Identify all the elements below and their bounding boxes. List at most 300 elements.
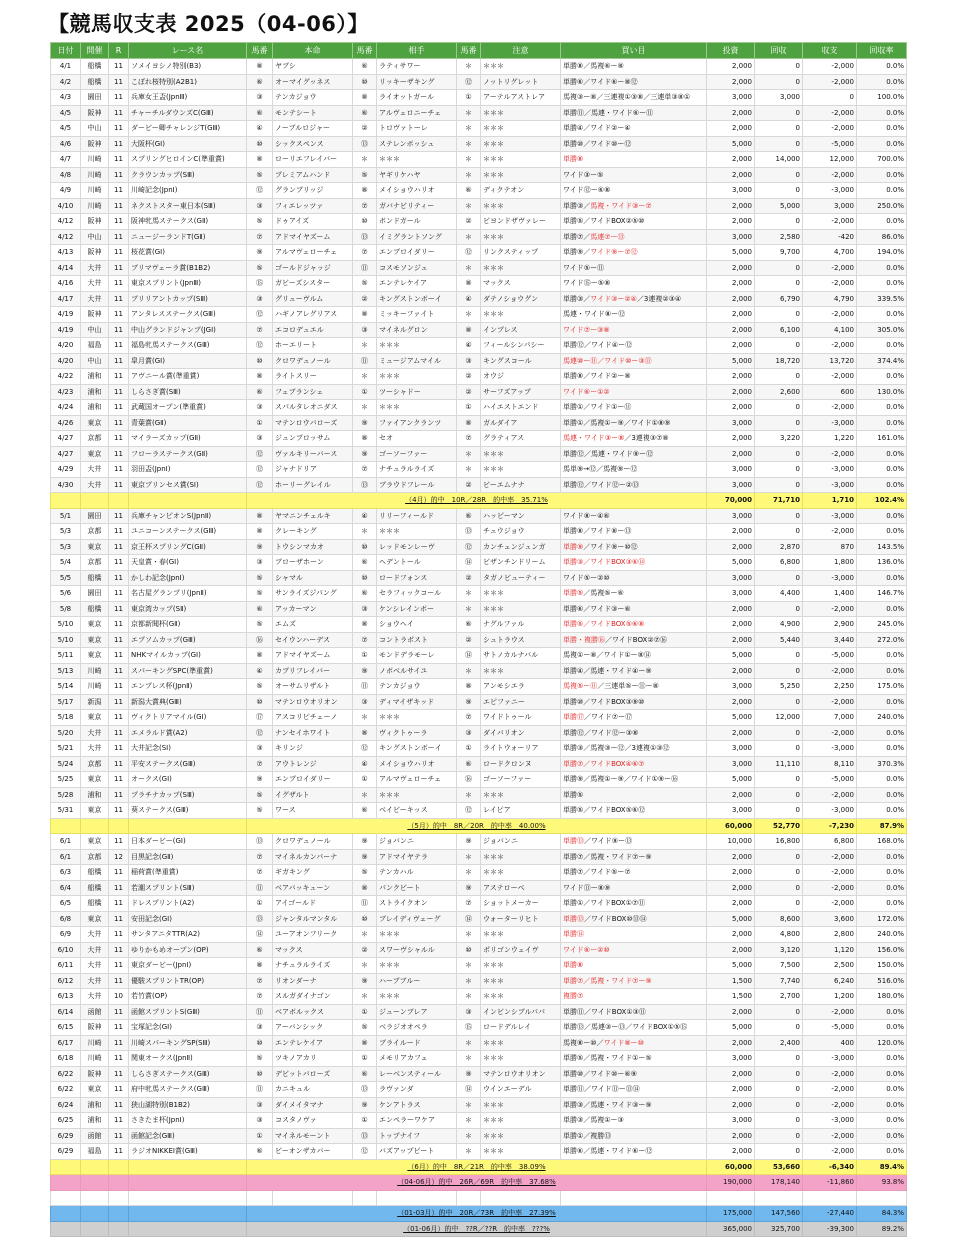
cell-investment: 3,000	[707, 803, 755, 819]
cell-bets: 単勝①／ワイドBOX①⑦⑪	[561, 896, 707, 912]
cell-return-rate: 0.0%	[857, 570, 907, 586]
table-row	[51, 880, 907, 896]
cell-caution-num: ＊	[457, 136, 481, 152]
cell-rival: リッキーザキング	[377, 74, 457, 90]
cell-investment: 2,000	[707, 121, 755, 137]
cell-return: 5,440	[755, 632, 803, 648]
cell-venue: 浦和	[81, 400, 109, 416]
cell-rival-num: ＊	[353, 369, 377, 385]
cell-favorite-num: ⑧	[247, 59, 273, 75]
cell-rival-num: ⑥	[353, 803, 377, 819]
monthly-subtotal-row	[51, 818, 907, 834]
cell-favorite-num: ⑧	[247, 648, 273, 664]
cell-rival-num: ③	[353, 694, 377, 710]
table-row	[51, 59, 907, 75]
cell-caution-num: ⑧	[457, 276, 481, 292]
cell-return-rate: 0.0%	[857, 694, 907, 710]
cell-return: 0	[755, 1113, 803, 1129]
betting-ledger-table	[50, 42, 907, 1237]
cell-date: 6/17	[51, 1035, 81, 1051]
cell-caution: インプレス	[481, 322, 561, 338]
cell-venue: 東京	[81, 539, 109, 555]
cell-favorite-num: ⑥	[247, 601, 273, 617]
cell-bets	[561, 617, 707, 633]
cell-race-name: 皐月賞(GⅠ)	[129, 353, 247, 369]
table-row	[51, 663, 907, 679]
cell-caution-num: ⑧	[457, 679, 481, 695]
cell-race-no: 10	[109, 989, 129, 1005]
cell-favorite: エコロデュエル	[273, 322, 353, 338]
cell-race-no: 11	[109, 245, 129, 261]
cell-rival: ＊＊＊	[377, 958, 457, 974]
cell-race-name: 葵ステークス(GⅢ)	[129, 803, 247, 819]
cell-rival-num: ⑬	[353, 136, 377, 152]
cell-rival: アルマヴェローチェ	[377, 772, 457, 788]
cell-race-no: 11	[109, 834, 129, 850]
cell-bets: 単勝⑤／ワイドBOX⑤⑥⑫	[561, 803, 707, 819]
cell-rival-num: ②	[353, 942, 377, 958]
cell-rival: ゴーソーファー	[377, 446, 457, 462]
cell-venue: 中山	[81, 322, 109, 338]
table-row	[51, 260, 907, 276]
cell-investment: 2,000	[707, 338, 755, 354]
cell-favorite-num: ⑩	[247, 1035, 273, 1051]
cell-return: 0	[755, 260, 803, 276]
empty-cell	[273, 1190, 353, 1206]
cell-race-no: 11	[109, 648, 129, 664]
cell-race-no: 11	[109, 1004, 129, 1020]
cell-caution-num: ⑫	[457, 245, 481, 261]
cell-profit: 6,800	[803, 834, 857, 850]
cell-race-no: 11	[109, 136, 129, 152]
cell-return: 0	[755, 849, 803, 865]
cell-investment: 2,000	[707, 1082, 755, 1098]
cell-bets: ワイド⑤ー②⑩	[561, 570, 707, 586]
cell-favorite-num: ⑰	[247, 710, 273, 726]
cell-return: 0	[755, 183, 803, 199]
cell-caution-num: ⑥	[457, 183, 481, 199]
cell-caution: ＊＊＊	[481, 663, 561, 679]
cell-race-no: 11	[109, 384, 129, 400]
cell-favorite-num: ③	[247, 1097, 273, 1113]
cell-investment: 2,000	[707, 1144, 755, 1160]
cell-race-name: NHKマイルカップ(GⅠ)	[129, 648, 247, 664]
table-row	[51, 834, 907, 850]
summary-profit: 1,710	[803, 493, 857, 509]
cell-caution-num: ＊	[457, 927, 481, 943]
cell-rival: セオ	[377, 431, 457, 447]
table-row	[51, 601, 907, 617]
cell-favorite: エムズ	[273, 617, 353, 633]
cell-return-rate: 0.0%	[857, 369, 907, 385]
cell-caution: オウジ	[481, 369, 561, 385]
cell-venue: 大井	[81, 477, 109, 493]
cell-race-no: 11	[109, 105, 129, 121]
cell-investment: 2,000	[707, 214, 755, 230]
cell-rival: ＊＊＊	[377, 152, 457, 168]
cell-rival: セラフィックコール	[377, 586, 457, 602]
cell-rival-num: ⑥	[353, 586, 377, 602]
cell-return-rate: 0.0%	[857, 1097, 907, 1113]
cell-race-no: 11	[109, 865, 129, 881]
table-row	[51, 989, 907, 1005]
cell-race-no: 11	[109, 539, 129, 555]
cell-caution-num: ⑦	[457, 431, 481, 447]
cell-date: 5/24	[51, 756, 81, 772]
cell-caution: ＊＊＊	[481, 136, 561, 152]
cell-favorite: シャマル	[273, 570, 353, 586]
cell-venue: 阪神	[81, 1066, 109, 1082]
cell-bets: 馬複⑤ー⑪／三連単⑤ー⑪ー⑧	[561, 679, 707, 695]
cell-caution: ＊＊＊	[481, 462, 561, 478]
cell-caution: ＊＊＊	[481, 586, 561, 602]
cell-profit: 2,900	[803, 617, 857, 633]
cell-bets: 単勝⑬／ワイドBOX⑩⑬⑭	[561, 911, 707, 927]
cell-return: 0	[755, 725, 803, 741]
cell-venue: 園田	[81, 586, 109, 602]
cell-date: 5/28	[51, 787, 81, 803]
cell-caution: ＊＊＊	[481, 1097, 561, 1113]
cell-favorite-num: ⑬	[247, 911, 273, 927]
cell-race-no: 11	[109, 276, 129, 292]
cell-rival-num: ⑬	[353, 229, 377, 245]
cell-rival: メイショウハリオ	[377, 183, 457, 199]
cell-favorite-num: ⑤	[247, 803, 273, 819]
cell-race-name: スプリングヒロインC(準重賞)	[129, 152, 247, 168]
cell-return: 0	[755, 648, 803, 664]
cell-caution-num: ⑫	[457, 74, 481, 90]
cell-bets: ワイド③ー⑤	[561, 167, 707, 183]
cell-rival-num: ⑬	[353, 477, 377, 493]
cell-return: 0	[755, 446, 803, 462]
cell-return: 0	[755, 1097, 803, 1113]
table-row	[51, 942, 907, 958]
cell-bets: 単勝③／馬連・ワイド③ー⑨	[561, 1097, 707, 1113]
cell-favorite-num: ③	[247, 198, 273, 214]
cell-bets: ワイド⑫ー⑥⑧	[561, 183, 707, 199]
cell-caution: ロードクロンヌ	[481, 756, 561, 772]
cell-bets: 単勝⑫／ワイド④ー⑫	[561, 338, 707, 354]
empty-cell	[129, 1206, 247, 1222]
cell-bets: 単勝⑨／ワイド⑨ー⑩⑫	[561, 539, 707, 555]
cell-date: 4/1	[51, 59, 81, 75]
winning-bet: ワイド⑧ー⑩	[603, 1038, 644, 1047]
cell-caution: ＊＊＊	[481, 152, 561, 168]
summary-profit: -7,230	[803, 818, 857, 834]
cell-favorite-num: ⑧	[247, 958, 273, 974]
cell-caution-num: ②	[457, 369, 481, 385]
cell-caution-num: ⑯	[457, 772, 481, 788]
cell-race-no: 11	[109, 725, 129, 741]
cell-return-rate: 0.0%	[857, 462, 907, 478]
cell-favorite: プレミアムハンド	[273, 167, 353, 183]
cell-favorite: ヤマニンチェルキ	[273, 508, 353, 524]
table-row	[51, 121, 907, 137]
cell-rival: メモリアカフェ	[377, 1051, 457, 1067]
cell-venue: 船橋	[81, 880, 109, 896]
cell-investment: 2,000	[707, 1097, 755, 1113]
cell-investment: 5,000	[707, 555, 755, 571]
cell-race-no: 11	[109, 353, 129, 369]
cell-date: 6/3	[51, 865, 81, 881]
cell-venue: 大井	[81, 958, 109, 974]
cell-profit: -2,000	[803, 1144, 857, 1160]
summary-return-rate: 102.4%	[857, 493, 907, 509]
cell-favorite-num: ⑤	[247, 787, 273, 803]
summary-label: （01-03月）的中 20R／73R 的中率 27.39%	[247, 1206, 707, 1222]
winning-bet: 単勝⑧	[563, 961, 584, 970]
cell-caution-num: ＊	[457, 105, 481, 121]
cell-return: 0	[755, 1051, 803, 1067]
previous-quarter-summary-row	[51, 1206, 907, 1222]
cell-race-name: プラチナカップ(SⅢ)	[129, 787, 247, 803]
cell-rival: ＊＊＊	[377, 524, 457, 540]
cell-investment: 3,000	[707, 508, 755, 524]
cell-profit: -2,000	[803, 369, 857, 385]
cell-caution-num: ＊	[457, 1144, 481, 1160]
empty-cell	[803, 1190, 857, 1206]
table-row	[51, 632, 907, 648]
cell-race-name: 名古屋グランプリ(JpnⅡ)	[129, 586, 247, 602]
cell-favorite: ノーブルロジャー	[273, 121, 353, 137]
cell-bets: 単勝⑫／ワイド⑫ー③⑧	[561, 725, 707, 741]
cell-date: 4/12	[51, 229, 81, 245]
cell-bets	[561, 353, 707, 369]
cell-profit: -2,000	[803, 849, 857, 865]
cell-return: 7,500	[755, 958, 803, 974]
cell-return-rate: 0.0%	[857, 260, 907, 276]
cell-favorite-num: ⑩	[247, 353, 273, 369]
cell-favorite: アドマイヤズーム	[273, 648, 353, 664]
cell-venue: 大井	[81, 725, 109, 741]
cell-bets: 単勝①／複勝⑬	[561, 1128, 707, 1144]
cell-return: 6,790	[755, 291, 803, 307]
cell-rival: ＊＊＊	[377, 787, 457, 803]
cell-investment: 2,000	[707, 617, 755, 633]
cell-date: 4/19	[51, 322, 81, 338]
cell-return: 12,000	[755, 710, 803, 726]
cell-caution: ＊＊＊	[481, 307, 561, 323]
cell-rival: ブレイディヴェーグ	[377, 911, 457, 927]
cell-profit: -2,000	[803, 601, 857, 617]
cell-caution-num: ＊	[457, 462, 481, 478]
cell-profit: -2,000	[803, 121, 857, 137]
cell-favorite: ワース	[273, 803, 353, 819]
cell-date: 4/5	[51, 121, 81, 137]
cell-investment: 3,000	[707, 229, 755, 245]
cell-profit: -2,000	[803, 896, 857, 912]
cell-return-rate: 0.0%	[857, 1066, 907, 1082]
cell-rival: トップナイフ	[377, 1128, 457, 1144]
cell-caution-num: ＊	[457, 865, 481, 881]
cell-rival-num: ＊	[353, 787, 377, 803]
cell-caution: ＊＊＊	[481, 1051, 561, 1067]
cell-bets: 馬単⑨→⑫／馬複⑨ー⑫	[561, 462, 707, 478]
cell-date: 6/29	[51, 1128, 81, 1144]
cell-bets: 馬複①ー⑧／ワイド①ー⑧⑭	[561, 648, 707, 664]
cell-investment: 5,000	[707, 136, 755, 152]
cell-date: 5/10	[51, 617, 81, 633]
cell-venue: 園田	[81, 90, 109, 106]
cell-venue: 川崎	[81, 679, 109, 695]
cell-bets: 馬複⑧ー⑩／ワイド⑧ー⑩	[561, 1035, 707, 1051]
winning-bet: ワイド⑥ー②⑩	[563, 945, 610, 954]
table-row	[51, 927, 907, 943]
cell-investment: 3,000	[707, 679, 755, 695]
cell-bets: 単勝⑤／ワイドBOX②⑤⑩	[561, 214, 707, 230]
cell-caution-num: ④	[457, 338, 481, 354]
cell-investment: 5,000	[707, 710, 755, 726]
cell-date: 5/10	[51, 632, 81, 648]
cell-rival: エンペラーワケア	[377, 1113, 457, 1129]
cell-favorite-num: ③	[247, 1113, 273, 1129]
cell-bets: 単勝⑤／馬複⑤ー⑥	[561, 586, 707, 602]
column-header-return: 回収	[755, 43, 803, 59]
cell-profit: 2,800	[803, 927, 857, 943]
cell-date: 4/29	[51, 462, 81, 478]
cell-investment: 2,000	[707, 291, 755, 307]
cell-venue: 船橋	[81, 896, 109, 912]
quarter-summary-row	[51, 1175, 907, 1191]
cell-rival-num: ①	[353, 384, 377, 400]
cell-venue: 阪神	[81, 136, 109, 152]
table-row	[51, 1144, 907, 1160]
table-row	[51, 679, 907, 695]
cell-venue: 東京	[81, 415, 109, 431]
cell-return: 2,580	[755, 229, 803, 245]
cell-investment: 3,000	[707, 462, 755, 478]
cell-favorite: モンテシート	[273, 105, 353, 121]
cell-race-name: 川崎スパーキングSP(SⅢ)	[129, 1035, 247, 1051]
cell-favorite: キリンジ	[273, 741, 353, 757]
cell-favorite-num: ④	[247, 121, 273, 137]
cell-caution-num: ②	[457, 570, 481, 586]
cell-investment: 5,000	[707, 353, 755, 369]
cell-venue: 京都	[81, 524, 109, 540]
cell-favorite: ジュンブロッサム	[273, 431, 353, 447]
cell-profit: -2,000	[803, 74, 857, 90]
cell-caution-num: ⑥	[457, 756, 481, 772]
summary-return-rate: 89.4%	[857, 1159, 907, 1175]
table-row	[51, 276, 907, 292]
empty-cell	[81, 1221, 109, 1237]
cell-date: 5/13	[51, 663, 81, 679]
cell-return-rate: 240.0%	[857, 710, 907, 726]
cell-venue: 川崎	[81, 198, 109, 214]
cell-favorite: アッカーマン	[273, 601, 353, 617]
cell-bets	[561, 322, 707, 338]
cell-favorite: ドゥアイズ	[273, 214, 353, 230]
cell-race-no: 11	[109, 601, 129, 617]
cell-race-name: 稲荷賞(準重賞)	[129, 865, 247, 881]
cell-rival: メイショウハリオ	[377, 756, 457, 772]
cell-rival: コントラポスト	[377, 632, 457, 648]
cell-rival-num: ＊	[353, 524, 377, 540]
cell-date: 5/18	[51, 710, 81, 726]
cell-bets	[561, 756, 707, 772]
cell-date: 6/14	[51, 1004, 81, 1020]
cell-rival: コスモソンジュ	[377, 260, 457, 276]
cell-rival: ノボベルサイユ	[377, 663, 457, 679]
summary-label: （5月）的中 8R／20R 的中率 40.00%	[247, 818, 707, 834]
cell-venue: 東京	[81, 772, 109, 788]
cell-caution-num: ⑩	[457, 942, 481, 958]
cell-date: 6/4	[51, 880, 81, 896]
cell-race-no: 11	[109, 322, 129, 338]
cell-return-rate: 305.0%	[857, 322, 907, 338]
cell-race-no: 11	[109, 307, 129, 323]
cell-favorite-num: ①	[247, 896, 273, 912]
cell-date: 4/30	[51, 477, 81, 493]
cell-date: 6/8	[51, 911, 81, 927]
cell-return: 4,400	[755, 586, 803, 602]
cell-investment: 3,000	[707, 756, 755, 772]
cell-return-rate: 0.0%	[857, 648, 907, 664]
cell-bets: ワイド⑧ー④⑥	[561, 508, 707, 524]
cell-favorite: マテンロウバローズ	[273, 415, 353, 431]
cell-profit: -2,000	[803, 1082, 857, 1098]
cell-favorite-num: ⑦	[247, 756, 273, 772]
cell-return: 3,000	[755, 90, 803, 106]
cell-rival-num: ＊	[353, 989, 377, 1005]
cell-return-rate: 130.0%	[857, 384, 907, 400]
cell-race-name: ソメイヨシノ特別(B3)	[129, 59, 247, 75]
table-row	[51, 1020, 907, 1036]
cell-rival: ケンシレインボー	[377, 601, 457, 617]
cell-bets	[561, 384, 707, 400]
cell-race-name: アヴニール賞(準重賞)	[129, 369, 247, 385]
cell-rival: ブライルード	[377, 1035, 457, 1051]
cell-investment: 2,000	[707, 880, 755, 896]
cell-rival-num: ⑧	[353, 880, 377, 896]
cell-caution: エピファニー	[481, 694, 561, 710]
cell-favorite-num: ⑥	[247, 1144, 273, 1160]
cell-caution: アーテルアストレア	[481, 90, 561, 106]
table-row	[51, 136, 907, 152]
cell-favorite: アウトレンジ	[273, 756, 353, 772]
table-row	[51, 1004, 907, 1020]
cell-profit: -2,000	[803, 787, 857, 803]
cell-investment: 2,000	[707, 896, 755, 912]
table-row	[51, 772, 907, 788]
cell-investment: 3,000	[707, 90, 755, 106]
cell-venue: 東京	[81, 446, 109, 462]
cell-return: 0	[755, 570, 803, 586]
cell-caution: ＊＊＊	[481, 229, 561, 245]
cell-rival: ファイアンクランツ	[377, 415, 457, 431]
cell-rival: ガバナビリティー	[377, 198, 457, 214]
cell-return-rate: 0.0%	[857, 1020, 907, 1036]
half-year-summary-row	[51, 1221, 907, 1237]
cell-race-name: ニュージーランドT(GⅡ)	[129, 229, 247, 245]
cell-favorite: ローリエフレイバー	[273, 152, 353, 168]
cell-favorite: ハギノアレグリアス	[273, 307, 353, 323]
cell-profit: 4,700	[803, 245, 857, 261]
cell-rival: ＊＊＊	[377, 710, 457, 726]
cell-rival-num: ⑧	[353, 431, 377, 447]
cell-race-no: 11	[109, 446, 129, 462]
cell-favorite-num: ⑯	[247, 632, 273, 648]
cell-caution-num: ②	[457, 477, 481, 493]
cell-caution: キングスコール	[481, 353, 561, 369]
cell-favorite-num: ⑦	[247, 229, 273, 245]
cell-favorite: スルガダイナゴン	[273, 989, 353, 1005]
cell-caution: カンチェンジュンガ	[481, 539, 561, 555]
cell-return: 0	[755, 307, 803, 323]
cell-race-name: エンプレス杯(JpnⅡ)	[129, 679, 247, 695]
column-header-caution: 注意	[481, 43, 561, 59]
cell-rival: ボンドガール	[377, 214, 457, 230]
